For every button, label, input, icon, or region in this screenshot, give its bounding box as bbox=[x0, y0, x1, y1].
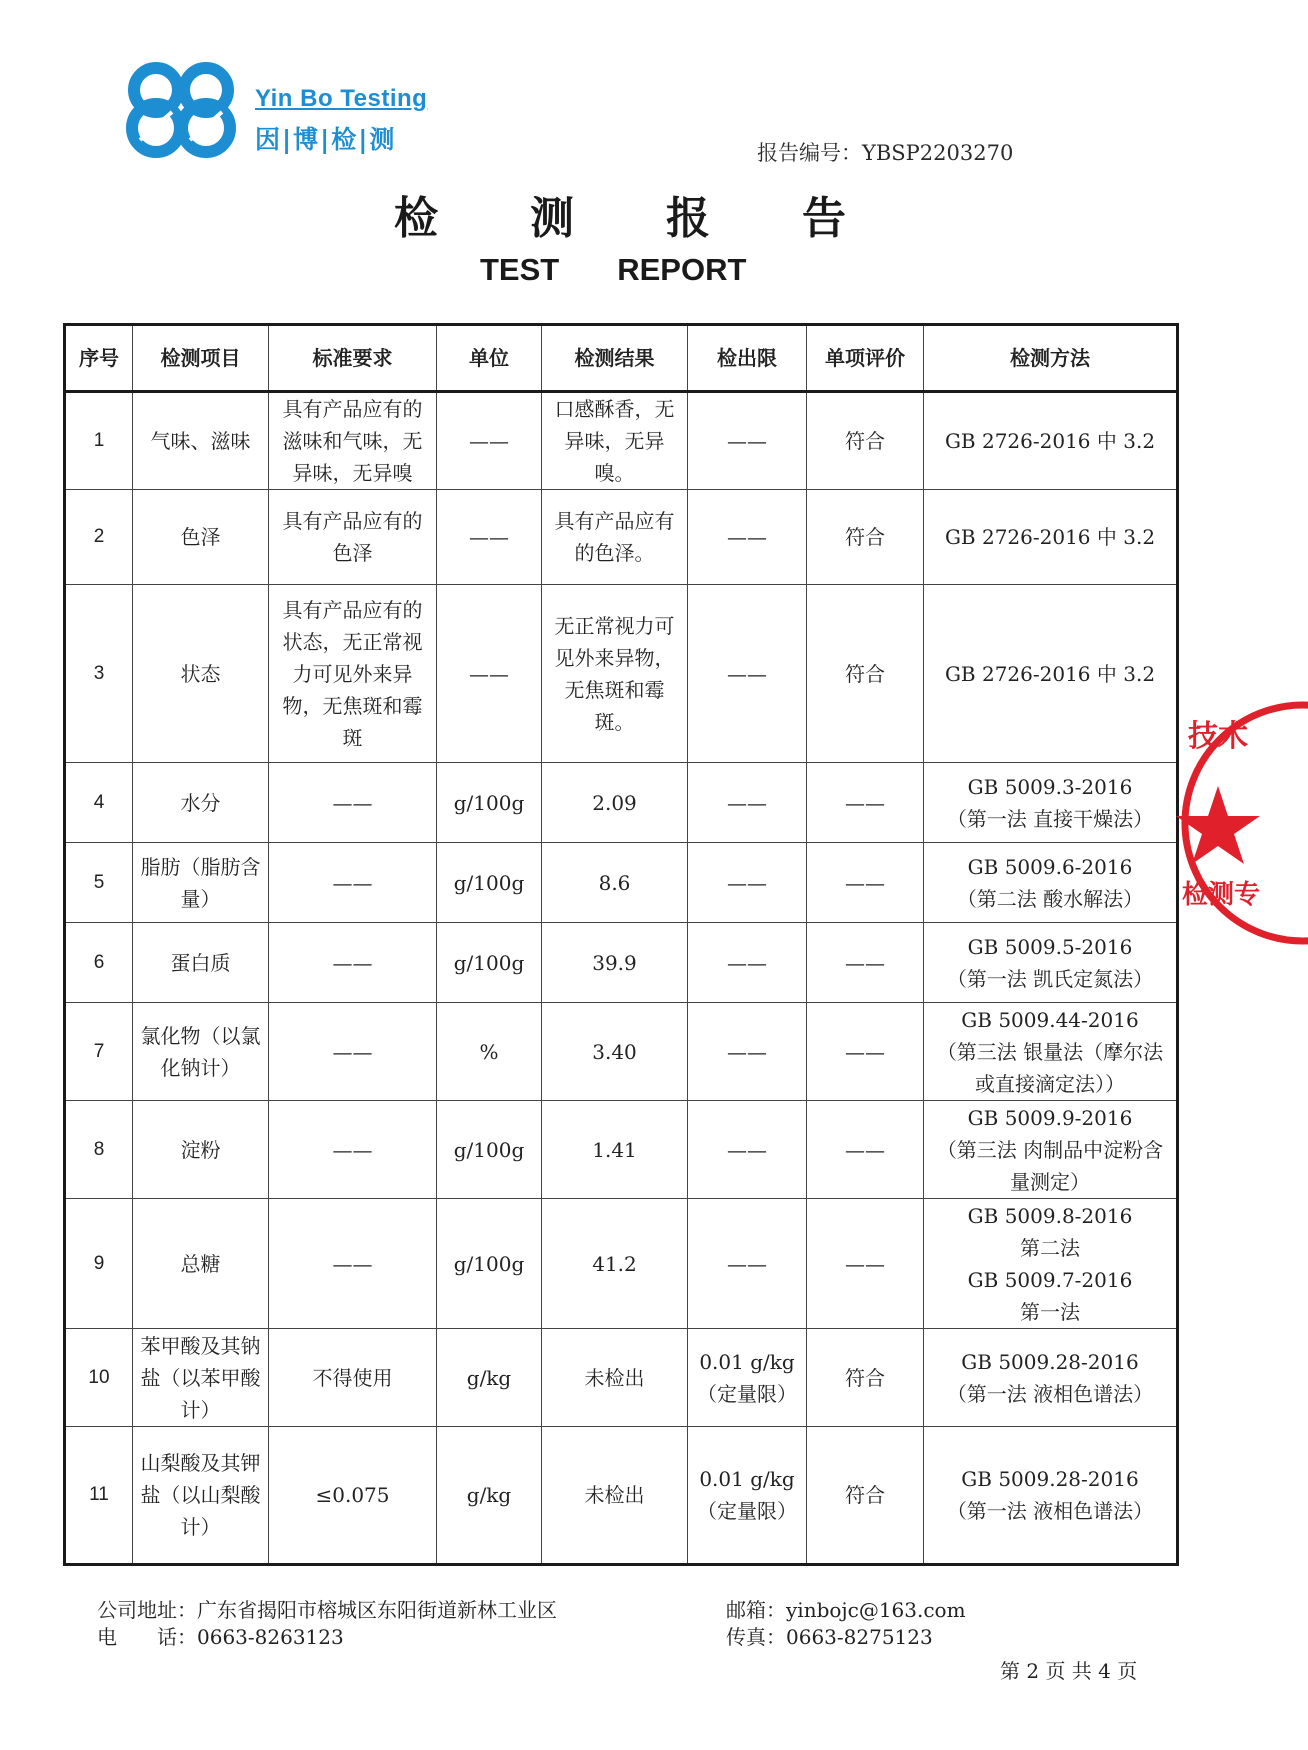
cell-method: GB 5009.28-2016 （第一法 液相色谱法） bbox=[924, 1427, 1178, 1565]
cell-unit: g/100g bbox=[437, 763, 542, 843]
cell-limit: —— bbox=[688, 1199, 807, 1329]
cell-requirement: —— bbox=[269, 1003, 437, 1101]
header-evaluation: 单项评价 bbox=[807, 325, 924, 392]
table-row bbox=[65, 1199, 1178, 1329]
cell-index: 4 bbox=[65, 763, 133, 843]
cell-item: 色泽 bbox=[133, 490, 269, 585]
cell-item: 蛋白质 bbox=[133, 923, 269, 1003]
cell-unit: % bbox=[437, 1003, 542, 1101]
cell-result: 8.6 bbox=[542, 843, 688, 923]
page-number: 第 2 页 共 4 页 bbox=[1000, 1659, 1138, 1683]
company-email: 邮箱：yinbojc@163.com bbox=[726, 1598, 966, 1622]
cell-limit: —— bbox=[688, 585, 807, 763]
cell-requirement: 具有产品应有的状态，无正常视力可见外来异物，无焦斑和霉斑 bbox=[269, 585, 437, 763]
cell-unit: g/kg bbox=[437, 1427, 542, 1565]
cell-evaluation: 符合 bbox=[807, 1427, 924, 1565]
cell-evaluation: —— bbox=[807, 1003, 924, 1101]
cell-item: 淀粉 bbox=[133, 1101, 269, 1199]
cell-index: 3 bbox=[65, 585, 133, 763]
cell-limit: —— bbox=[688, 392, 807, 490]
cell-evaluation: —— bbox=[807, 843, 924, 923]
cell-method: GB 5009.3-2016 （第一法 直接干燥法） bbox=[924, 763, 1178, 843]
cell-unit: —— bbox=[437, 585, 542, 763]
cell-method: GB 5009.28-2016 （第一法 液相色谱法） bbox=[924, 1329, 1178, 1427]
report-number: 报告编号：YBSP2203270 bbox=[757, 141, 1014, 165]
table-row bbox=[65, 1101, 1178, 1199]
cell-limit: 0.01 g/kg （定量限） bbox=[688, 1329, 807, 1427]
cell-evaluation: —— bbox=[807, 763, 924, 843]
header-limit: 检出限 bbox=[688, 325, 807, 392]
cell-index: 2 bbox=[65, 490, 133, 585]
header-item: 检测项目 bbox=[133, 325, 269, 392]
table-row bbox=[65, 1427, 1178, 1565]
cell-index: 1 bbox=[65, 392, 133, 490]
cell-result: 2.09 bbox=[542, 763, 688, 843]
company-address: 公司地址：广东省揭阳市榕城区东阳街道新林工业区 bbox=[97, 1598, 557, 1622]
cell-method: GB 5009.6-2016 （第二法 酸水解法） bbox=[924, 843, 1178, 923]
cell-method: GB 2726-2016 中 3.2 bbox=[924, 392, 1178, 490]
logo-en-text: Yin Bo Testing bbox=[255, 85, 428, 112]
cell-result: 口感酥香，无异味，无异嗅。 bbox=[542, 392, 688, 490]
title-cn bbox=[0, 182, 1240, 246]
cell-requirement: 具有产品应有的色泽 bbox=[269, 490, 437, 585]
cell-result: 无正常视力可见外来异物，无焦斑和霉斑。 bbox=[542, 585, 688, 763]
cell-index: 10 bbox=[65, 1329, 133, 1427]
cell-unit: —— bbox=[437, 490, 542, 585]
cell-index: 8 bbox=[65, 1101, 133, 1199]
title-en-word: TEST bbox=[480, 252, 560, 287]
cell-item: 氯化物（以氯化钠计） bbox=[133, 1003, 269, 1101]
table-row bbox=[65, 763, 1178, 843]
cell-result: 未检出 bbox=[542, 1329, 688, 1427]
table-row bbox=[65, 1329, 1178, 1427]
cell-method: GB 2726-2016 中 3.2 bbox=[924, 490, 1178, 585]
table-row bbox=[65, 923, 1178, 1003]
table-header-row bbox=[65, 325, 1178, 392]
cell-requirement: —— bbox=[269, 923, 437, 1003]
cell-evaluation: 符合 bbox=[807, 1329, 924, 1427]
cell-requirement: —— bbox=[269, 843, 437, 923]
company-fax: 传真：0663-8275123 bbox=[726, 1625, 933, 1649]
table-row bbox=[65, 490, 1178, 585]
cell-requirement: —— bbox=[269, 1101, 437, 1199]
title-en-word: REPORT bbox=[617, 252, 747, 287]
table-row bbox=[65, 392, 1178, 490]
cell-limit: 0.01 g/kg （定量限） bbox=[688, 1427, 807, 1565]
stamp-text-bottom: 检测专 bbox=[1182, 880, 1261, 910]
cell-result: 39.9 bbox=[542, 923, 688, 1003]
cell-evaluation: 符合 bbox=[807, 490, 924, 585]
cell-limit: —— bbox=[688, 490, 807, 585]
cell-unit: g/100g bbox=[437, 843, 542, 923]
cell-evaluation: —— bbox=[807, 1199, 924, 1329]
cell-index: 5 bbox=[65, 843, 133, 923]
cell-limit: —— bbox=[688, 763, 807, 843]
cell-unit: —— bbox=[437, 392, 542, 490]
title-cn-char: 测 bbox=[530, 193, 574, 244]
cell-limit: —— bbox=[688, 843, 807, 923]
cell-index: 6 bbox=[65, 923, 133, 1003]
cell-item: 苯甲酸及其钠盐（以苯甲酸计） bbox=[133, 1329, 269, 1427]
cell-unit: g/kg bbox=[437, 1329, 542, 1427]
cell-evaluation: —— bbox=[807, 1101, 924, 1199]
cell-item: 水分 bbox=[133, 763, 269, 843]
red-seal-stamp bbox=[1178, 698, 1261, 948]
cell-evaluation: 符合 bbox=[807, 392, 924, 490]
header-index: 序号 bbox=[65, 325, 133, 392]
cell-result: 未检出 bbox=[542, 1427, 688, 1565]
header-requirement: 标准要求 bbox=[269, 325, 437, 392]
cell-method: GB 5009.5-2016 （第一法 凯氏定氮法） bbox=[924, 923, 1178, 1003]
cell-limit: —— bbox=[688, 923, 807, 1003]
cell-result: 具有产品应有的色泽。 bbox=[542, 490, 688, 585]
header-method: 检测方法 bbox=[924, 325, 1178, 392]
title-en bbox=[480, 252, 746, 288]
cell-unit: g/100g bbox=[437, 923, 542, 1003]
cell-requirement: —— bbox=[269, 763, 437, 843]
cell-method: GB 5009.44-2016 （第三法 银量法（摩尔法或直接滴定法）） bbox=[924, 1003, 1178, 1101]
logo-cn-text: 因|博|检|测 bbox=[255, 125, 397, 154]
stamp-text-top: 技术 bbox=[1188, 719, 1248, 754]
cell-unit: g/100g bbox=[437, 1101, 542, 1199]
header-unit: 单位 bbox=[437, 325, 542, 392]
cell-item: 状态 bbox=[133, 585, 269, 763]
cell-result: 1.41 bbox=[542, 1101, 688, 1199]
cell-method: GB 2726-2016 中 3.2 bbox=[924, 585, 1178, 763]
title-cn-char: 报 bbox=[666, 193, 710, 244]
cell-requirement: ≤0.075 bbox=[269, 1427, 437, 1565]
table-row bbox=[65, 1003, 1178, 1101]
table-row bbox=[65, 585, 1178, 763]
logo-mark-icon bbox=[118, 60, 248, 160]
cell-index: 7 bbox=[65, 1003, 133, 1101]
cell-limit: —— bbox=[688, 1101, 807, 1199]
table-row bbox=[65, 843, 1178, 923]
cell-evaluation: —— bbox=[807, 923, 924, 1003]
cell-method: GB 5009.8-2016 第二法 GB 5009.7-2016 第一法 bbox=[924, 1199, 1178, 1329]
cell-item: 山梨酸及其钾盐（以山梨酸计） bbox=[133, 1427, 269, 1565]
cell-method: GB 5009.9-2016 （第三法 肉制品中淀粉含量测定） bbox=[924, 1101, 1178, 1199]
cell-requirement: 具有产品应有的滋味和气味，无异味，无异嗅 bbox=[269, 392, 437, 490]
cell-evaluation: 符合 bbox=[807, 585, 924, 763]
title-cn-char: 检 bbox=[394, 193, 438, 244]
cell-requirement: —— bbox=[269, 1199, 437, 1329]
cell-requirement: 不得使用 bbox=[269, 1329, 437, 1427]
cell-result: 41.2 bbox=[542, 1199, 688, 1329]
cell-item: 脂肪（脂肪含量） bbox=[133, 843, 269, 923]
company-phone: 电 话：0663-8263123 bbox=[97, 1625, 344, 1649]
company-logo bbox=[118, 60, 438, 160]
cell-item: 总糖 bbox=[133, 1199, 269, 1329]
cell-result: 3.40 bbox=[542, 1003, 688, 1101]
title-cn-char: 告 bbox=[802, 193, 846, 244]
header-result: 检测结果 bbox=[542, 325, 688, 392]
cell-limit: —— bbox=[688, 1003, 807, 1101]
cell-item: 气味、滋味 bbox=[133, 392, 269, 490]
cell-unit: g/100g bbox=[437, 1199, 542, 1329]
cell-index: 11 bbox=[65, 1427, 133, 1565]
cell-index: 9 bbox=[65, 1199, 133, 1329]
test-results-table bbox=[63, 323, 1179, 1566]
